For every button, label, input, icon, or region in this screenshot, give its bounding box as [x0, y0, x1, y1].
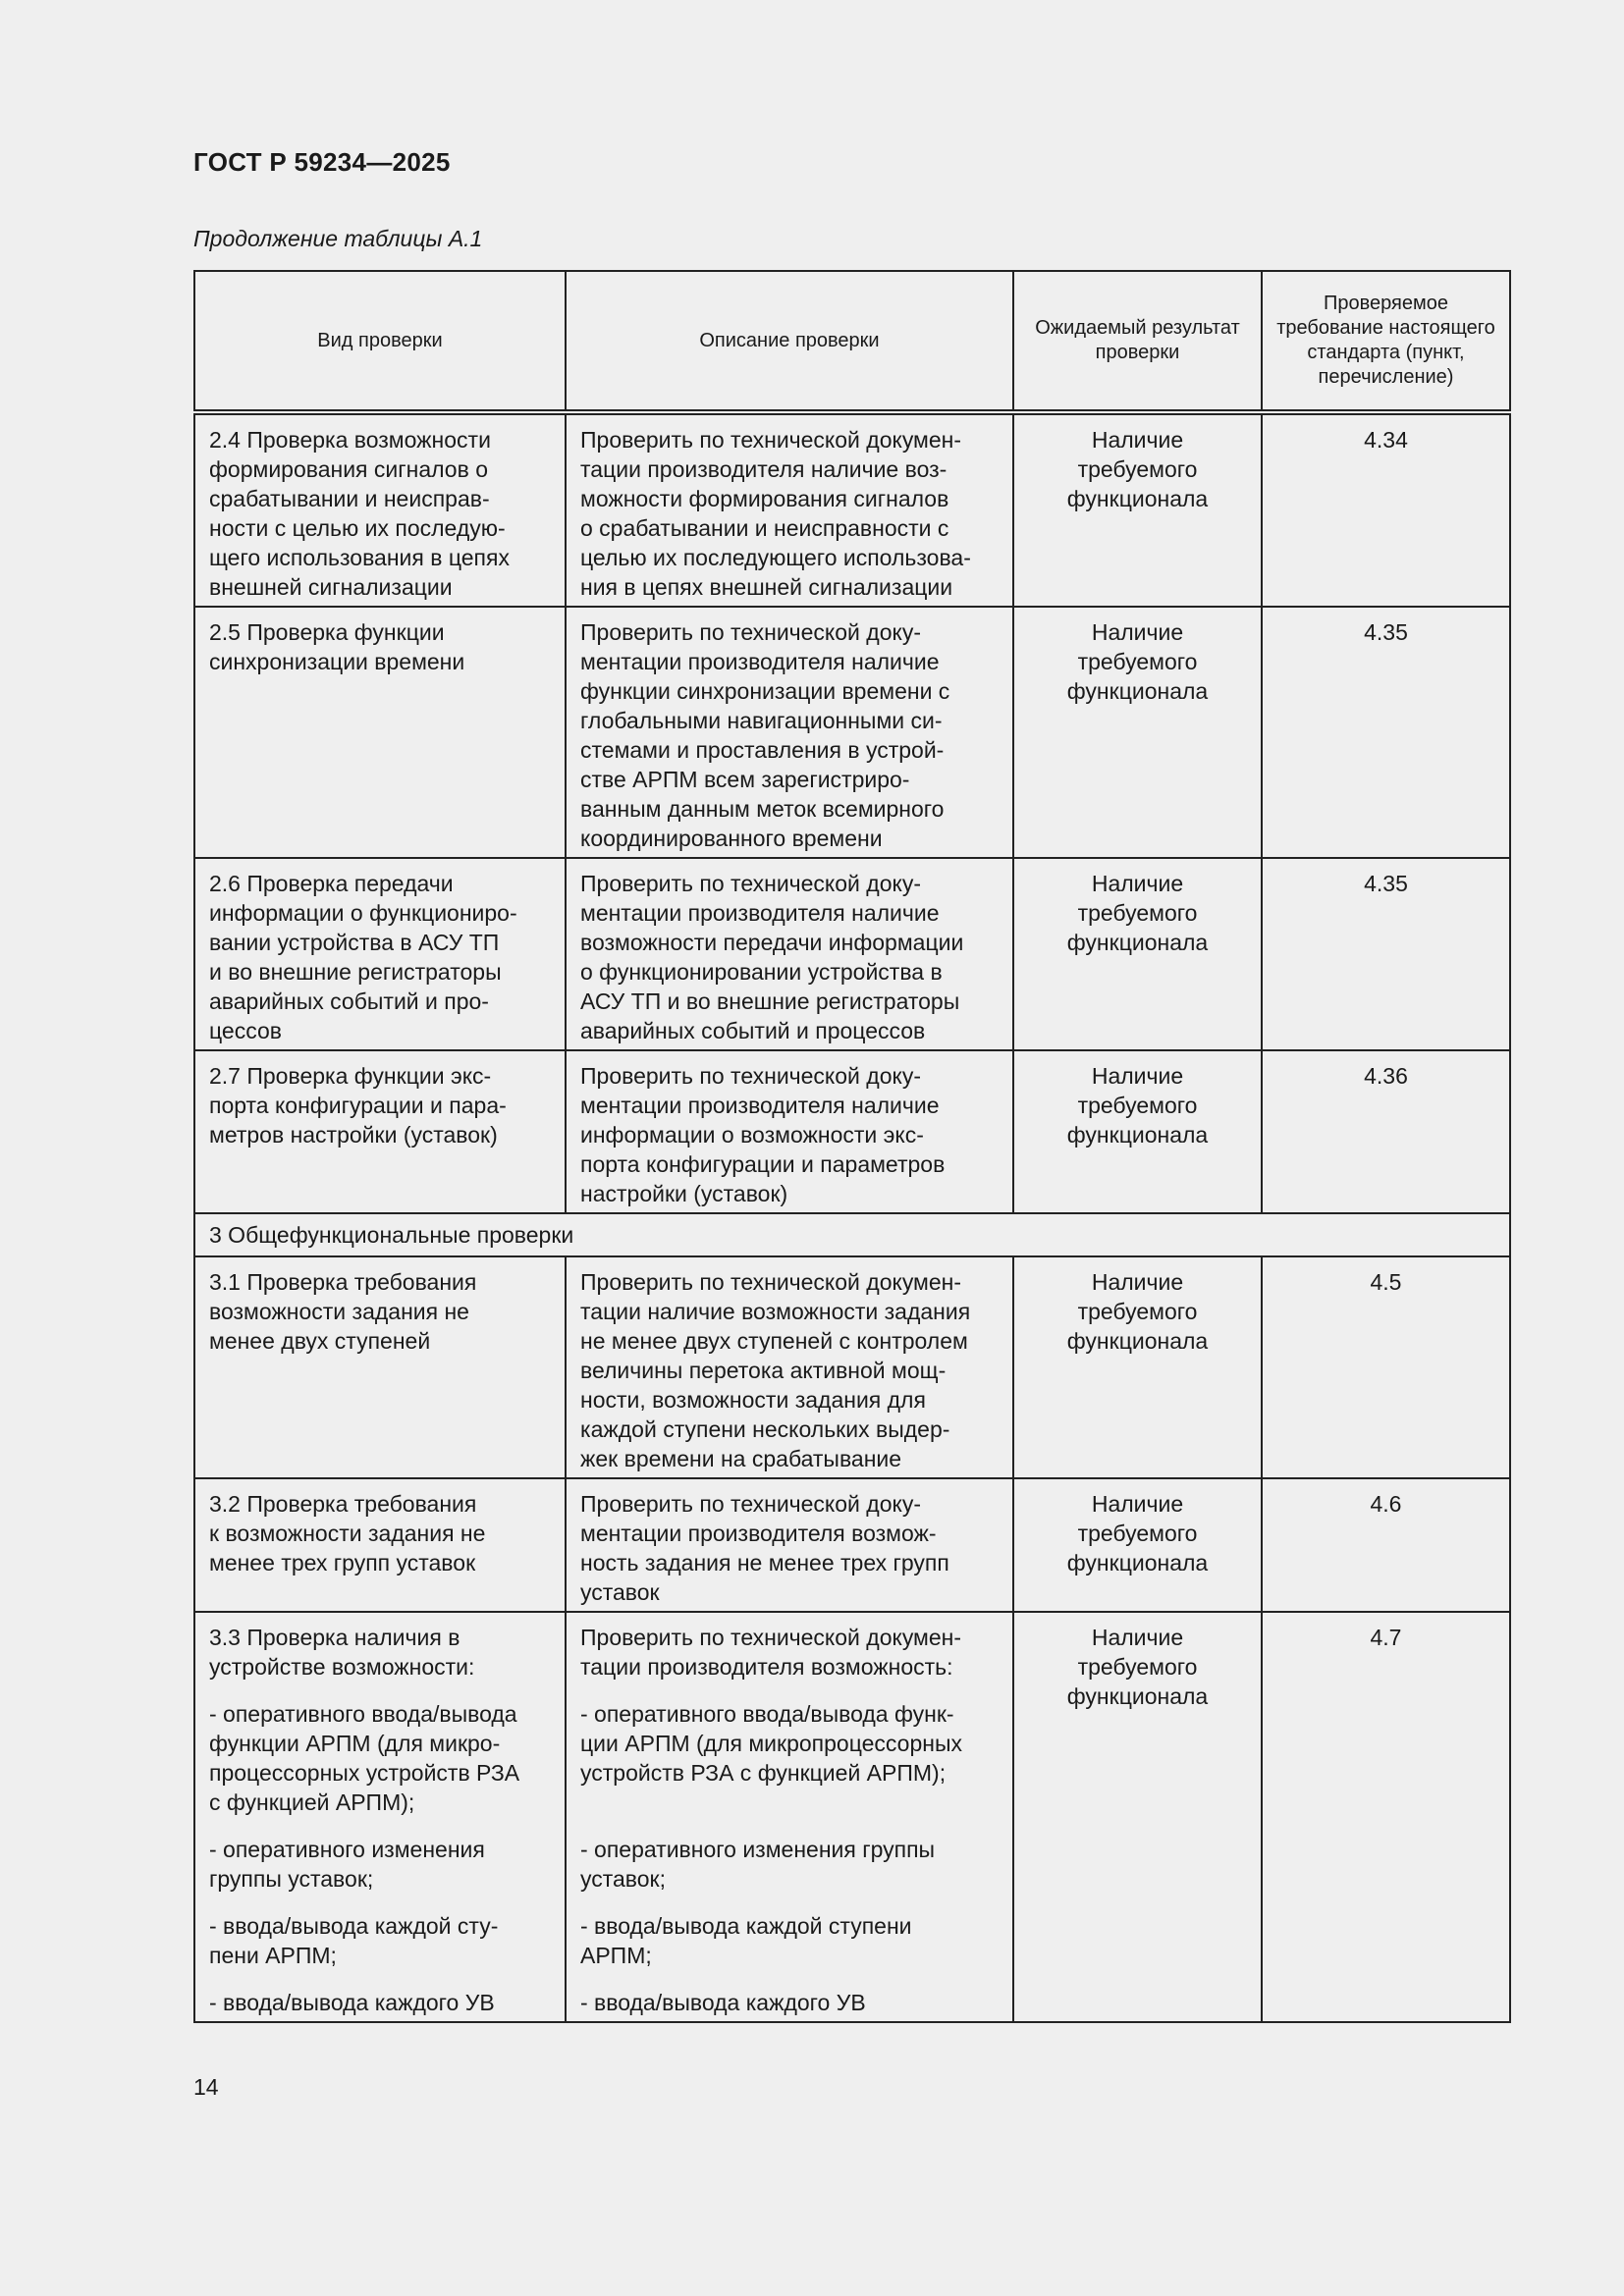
- text-line: порта конфигурации и параметров: [580, 1151, 946, 1177]
- text-line: ность задания не менее трех групп: [580, 1550, 949, 1575]
- text-line: Проверить по технической доку-: [580, 619, 921, 645]
- list-item-line: - оперативного ввода/вывода: [209, 1701, 517, 1727]
- text-line: тации производителя наличие воз-: [580, 456, 947, 482]
- list-item-line: уставок;: [580, 1866, 667, 1892]
- text-line: требуемого: [1077, 1654, 1198, 1680]
- check-type-cell: [194, 858, 566, 1050]
- checks-table: [193, 270, 1511, 2023]
- text-line: 2.4 Проверка возможности: [209, 427, 491, 453]
- text-line: настройки (уставок): [580, 1181, 788, 1206]
- text-line: функционала: [1066, 1683, 1209, 1709]
- text-line: устройстве возможности:: [209, 1654, 475, 1680]
- text-line: возможности задания не: [209, 1299, 469, 1324]
- column-header-result: Ожидаемый результат проверки: [1013, 271, 1262, 412]
- text-line: 3.2 Проверка требования: [209, 1491, 477, 1517]
- check-description-cell: [566, 1612, 1013, 2022]
- requirement-cell: 4.35: [1262, 607, 1510, 858]
- list-item-line: с функцией АРПМ);: [209, 1789, 415, 1815]
- text-line: менее трех групп уставок: [209, 1550, 476, 1575]
- requirement-cell: 4.7: [1262, 1612, 1510, 2022]
- list-item-line: пени АРПМ;: [209, 1943, 337, 1968]
- text-line: срабатывании и неисправ-: [209, 486, 490, 511]
- column-header-description: Описание проверки: [566, 271, 1013, 412]
- list-item-line: - ввода/вывода каждой ступени: [580, 1913, 912, 1939]
- text-line: ванным данным меток всемирного: [580, 796, 945, 822]
- text-line: ментации производителя возмож-: [580, 1521, 937, 1546]
- text-line: Наличие: [1091, 619, 1184, 645]
- text-line: требуемого: [1077, 649, 1198, 674]
- text-line: жек времени на срабатывание: [580, 1446, 902, 1471]
- text-line: ности, возможности задания для: [580, 1387, 926, 1413]
- text-line: требуемого: [1077, 1093, 1198, 1118]
- list-item-line: ции АРПМ (для микропроцессорных: [580, 1731, 962, 1756]
- list-item-line: - ввода/вывода каждого УВ: [209, 1990, 495, 2015]
- list-item-line: - ввода/вывода каждого УВ: [580, 1990, 866, 2015]
- check-description-cell: [566, 412, 1013, 607]
- requirement-cell: 4.36: [1262, 1050, 1510, 1213]
- text-line: 2.5 Проверка функции: [209, 619, 445, 645]
- expected-result-cell: [1013, 1478, 1262, 1612]
- text-line: метров настройки (уставок): [209, 1122, 498, 1148]
- text-line: требуемого: [1077, 456, 1198, 482]
- check-description-cell: [566, 1478, 1013, 1612]
- text-line: стемами и проставления в устрой-: [580, 737, 945, 763]
- text-line: функционала: [1066, 486, 1209, 511]
- text-line: синхронизации времени: [209, 649, 465, 674]
- list-item-line: - оперативного изменения: [209, 1837, 485, 1862]
- text-line: функционала: [1066, 678, 1209, 704]
- text-line: функционала: [1066, 1550, 1209, 1575]
- text-line: информации о возможности экс-: [580, 1122, 924, 1148]
- text-line: 3.3 Проверка наличия в: [209, 1625, 460, 1650]
- list-item-line: - оперативного ввода/вывода функ-: [580, 1701, 954, 1727]
- check-type-cell: [194, 1612, 566, 2022]
- requirement-cell: 4.6: [1262, 1478, 1510, 1612]
- text-line: требуемого: [1077, 900, 1198, 926]
- text-line: порта конфигурации и пара-: [209, 1093, 507, 1118]
- list-item-line: - ввода/вывода каждой сту-: [209, 1913, 499, 1939]
- text-line: ния в цепях внешней сигнализации: [580, 574, 953, 600]
- text-line: Наличие: [1091, 1491, 1184, 1517]
- text-line: о функционировании устройства в: [580, 959, 943, 985]
- check-type-cell: [194, 412, 566, 607]
- text-line: стве АРПМ всем зарегистриро-: [580, 767, 910, 792]
- section-row: [194, 1213, 1510, 1256]
- text-line: функционала: [1066, 1122, 1209, 1148]
- text-line: информации о функциониро-: [209, 900, 517, 926]
- text-line: Проверить по технической докумен-: [580, 1625, 962, 1650]
- table-row: [194, 1050, 1510, 1213]
- text-line: о срабатывании и неисправности с: [580, 515, 949, 541]
- text-line: Проверить по технической доку-: [580, 1063, 921, 1089]
- column-header-requirement: Проверяемое требование настоящего стандарта (пункт, перечисление): [1262, 271, 1510, 412]
- table-row: [194, 607, 1510, 858]
- text-line: функционала: [1066, 1328, 1209, 1354]
- text-line: требуемого: [1077, 1521, 1198, 1546]
- table-row: [194, 412, 1510, 607]
- check-type-cell: [194, 1050, 566, 1213]
- text-line: и во внешние регистраторы: [209, 959, 502, 985]
- text-line: Проверить по технической доку-: [580, 871, 921, 896]
- text-line: функционала: [1066, 930, 1209, 955]
- text-line: возможности передачи информации: [580, 930, 964, 955]
- text-line: Проверить по технической докумен-: [580, 427, 962, 453]
- text-line: Наличие: [1091, 427, 1184, 453]
- text-line: Наличие: [1091, 1063, 1184, 1089]
- table-row: [194, 1478, 1510, 1612]
- check-description-cell: [566, 1050, 1013, 1213]
- text-line: Проверить по технической доку-: [580, 1491, 921, 1517]
- text-line: Проверить по технической докумен-: [580, 1269, 962, 1295]
- text-line: тации производителя возможность:: [580, 1654, 953, 1680]
- text-line: координированного времени: [580, 826, 883, 851]
- text-line: можности формирования сигналов: [580, 486, 949, 511]
- table-header-row: [194, 271, 1510, 412]
- text-line: аварийных событий и про-: [209, 988, 489, 1014]
- expected-result-cell: [1013, 607, 1262, 858]
- text-line: менее двух ступеней: [209, 1328, 431, 1354]
- text-line: вании устройства в АСУ ТП: [209, 930, 500, 955]
- list-item-line: - оперативного изменения группы: [580, 1837, 936, 1862]
- expected-result-cell: [1013, 1256, 1262, 1478]
- expected-result-cell: [1013, 858, 1262, 1050]
- table-row: [194, 1612, 1510, 2022]
- section-title: 3 Общефункциональные проверки: [194, 1213, 1510, 1256]
- text-line: АСУ ТП и во внешние регистраторы: [580, 988, 960, 1014]
- text-line: требуемого: [1077, 1299, 1198, 1324]
- text-line: каждой ступени нескольких выдер-: [580, 1416, 950, 1442]
- text-line: к возможности задания не: [209, 1521, 486, 1546]
- text-line: уставок: [580, 1579, 660, 1605]
- text-line: ментации производителя наличие: [580, 1093, 940, 1118]
- text-line: глобальными навигационными си-: [580, 708, 943, 733]
- table-row: [194, 1256, 1510, 1478]
- text-line: функции синхронизации времени с: [580, 678, 950, 704]
- text-line: Наличие: [1091, 1625, 1184, 1650]
- list-item-line: процессорных устройств РЗА: [209, 1760, 520, 1786]
- text-line: 3.1 Проверка требования: [209, 1269, 477, 1295]
- requirement-cell: 4.35: [1262, 858, 1510, 1050]
- list-item-line: устройств РЗА с функцией АРПМ);: [580, 1760, 947, 1786]
- text-line: 2.6 Проверка передачи: [209, 871, 454, 896]
- list-item-line: АРПМ;: [580, 1943, 652, 1968]
- text-line: цессов: [209, 1018, 282, 1043]
- text-line: ментации производителя наличие: [580, 900, 940, 926]
- column-header-type: Вид проверки: [194, 271, 566, 412]
- text-line: 2.7 Проверка функции экс-: [209, 1063, 492, 1089]
- text-line: целью их последующего использова-: [580, 545, 971, 570]
- text-line: Наличие: [1091, 1269, 1184, 1295]
- table-caption: Продолжение таблицы А.1: [193, 226, 483, 251]
- text-line: не менее двух ступеней с контролем: [580, 1328, 968, 1354]
- table-row: [194, 858, 1510, 1050]
- list-item-line: группы уставок;: [209, 1866, 374, 1892]
- expected-result-cell: [1013, 1612, 1262, 2022]
- expected-result-cell: [1013, 412, 1262, 607]
- check-description-cell: [566, 607, 1013, 858]
- text-line: внешней сигнализации: [209, 574, 453, 600]
- page-number: 14: [193, 2074, 219, 2100]
- requirement-cell: 4.5: [1262, 1256, 1510, 1478]
- check-type-cell: [194, 607, 566, 858]
- text-line: Наличие: [1091, 871, 1184, 896]
- text-line: тации наличие возможности задания: [580, 1299, 971, 1324]
- text-line: величины перетока активной мощ-: [580, 1358, 947, 1383]
- text-line: ментации производителя наличие: [580, 649, 940, 674]
- check-description-cell: [566, 1256, 1013, 1478]
- text-line: формирования сигналов о: [209, 456, 488, 482]
- check-description-cell: [566, 858, 1013, 1050]
- document-header: ГОСТ Р 59234—2025: [193, 147, 451, 177]
- text-line: ности с целью их последую-: [209, 515, 506, 541]
- requirement-cell: 4.34: [1262, 412, 1510, 607]
- check-type-cell: [194, 1256, 566, 1478]
- text-line: щего использования в цепях: [209, 545, 510, 570]
- check-type-cell: [194, 1478, 566, 1612]
- expected-result-cell: [1013, 1050, 1262, 1213]
- list-item-line: функции АРПМ (для микро-: [209, 1731, 501, 1756]
- text-line: аварийных событий и процессов: [580, 1018, 926, 1043]
